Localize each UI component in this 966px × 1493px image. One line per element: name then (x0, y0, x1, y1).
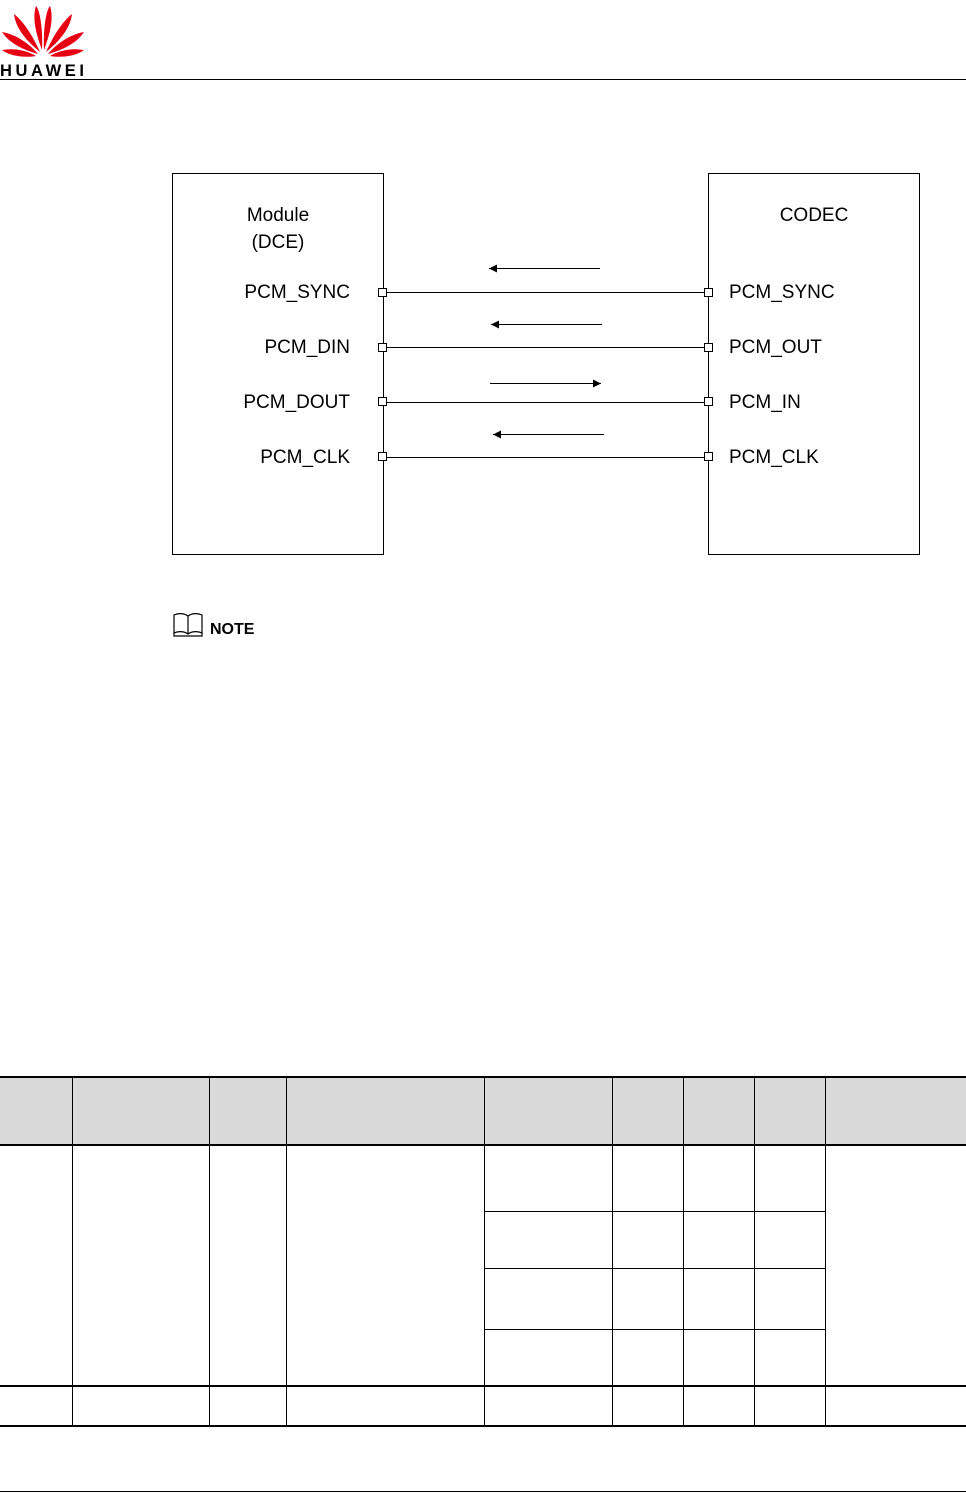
codec-pin-terminal (705, 344, 713, 352)
module-pin-label: PCM_DIN (264, 337, 350, 358)
module-pin-terminal (379, 344, 387, 352)
table-cell (612, 1329, 683, 1386)
codec-pin-label: PCM_SYNC (729, 282, 835, 303)
brand-wordmark: HUAWEI (0, 62, 84, 78)
codec-title: CODEC (779, 205, 849, 226)
table-cell (683, 1268, 754, 1329)
table-cell (683, 1329, 754, 1386)
table-row (0, 1386, 966, 1426)
module-pin-label: PCM_CLK (260, 447, 350, 468)
module-pin-label: PCM_DOUT (243, 392, 350, 413)
table-cell (209, 1386, 286, 1426)
table-cell (825, 1145, 966, 1386)
module-pin-terminal (379, 289, 387, 297)
codec-pin-label: PCM_CLK (729, 447, 819, 468)
table-cell (484, 1268, 612, 1329)
table-row (0, 1145, 966, 1211)
table-cell (286, 1145, 484, 1386)
table-cell (286, 1386, 484, 1426)
codec-pin-terminal (705, 289, 713, 297)
table-cell (209, 1145, 286, 1386)
table-cell (0, 1386, 72, 1426)
header-cell (484, 1077, 612, 1145)
pcm-spec-table (0, 1076, 966, 1427)
header-cell (209, 1077, 286, 1145)
module-subtitle: (DCE) (251, 232, 305, 253)
header-cell (286, 1077, 484, 1145)
header-cell (0, 1077, 72, 1145)
module-title: Module (246, 205, 310, 226)
table-cell (683, 1386, 754, 1426)
table-cell (754, 1145, 825, 1211)
codec-pin-label: PCM_OUT (729, 337, 822, 358)
table-cell (72, 1145, 209, 1386)
table-cell (612, 1268, 683, 1329)
table-cell (754, 1329, 825, 1386)
book-icon (172, 612, 204, 638)
header-cell (754, 1077, 825, 1145)
header-cell (683, 1077, 754, 1145)
module-pin-terminal (379, 453, 387, 461)
codec-pin-label: PCM_IN (729, 392, 801, 413)
table-cell (754, 1386, 825, 1426)
module-box (173, 174, 384, 555)
table-header-row (0, 1077, 966, 1145)
table-cell (484, 1386, 612, 1426)
codec-box (709, 174, 920, 555)
table-cell (612, 1386, 683, 1426)
table-cell (754, 1211, 825, 1268)
note-label: NOTE (210, 621, 255, 638)
table-cell (612, 1145, 683, 1211)
header-cell (612, 1077, 683, 1145)
table-cell (612, 1211, 683, 1268)
table-cell (683, 1211, 754, 1268)
module-pin-terminal (379, 398, 387, 406)
table-cell (484, 1329, 612, 1386)
codec-pin-terminal (705, 398, 713, 406)
note-callout (172, 612, 254, 638)
table-cell (683, 1145, 754, 1211)
table-cell (72, 1386, 209, 1426)
header-cell (825, 1077, 966, 1145)
codec-pin-terminal (705, 453, 713, 461)
header-cell (72, 1077, 209, 1145)
table-cell (0, 1145, 72, 1386)
table-cell (825, 1386, 966, 1426)
module-pin-label: PCM_SYNC (244, 282, 350, 303)
table-cell (754, 1268, 825, 1329)
footer-rule (0, 1491, 966, 1492)
table-cell (484, 1211, 612, 1268)
pcm-interface-diagram (0, 0, 966, 600)
table-cell (484, 1145, 612, 1211)
